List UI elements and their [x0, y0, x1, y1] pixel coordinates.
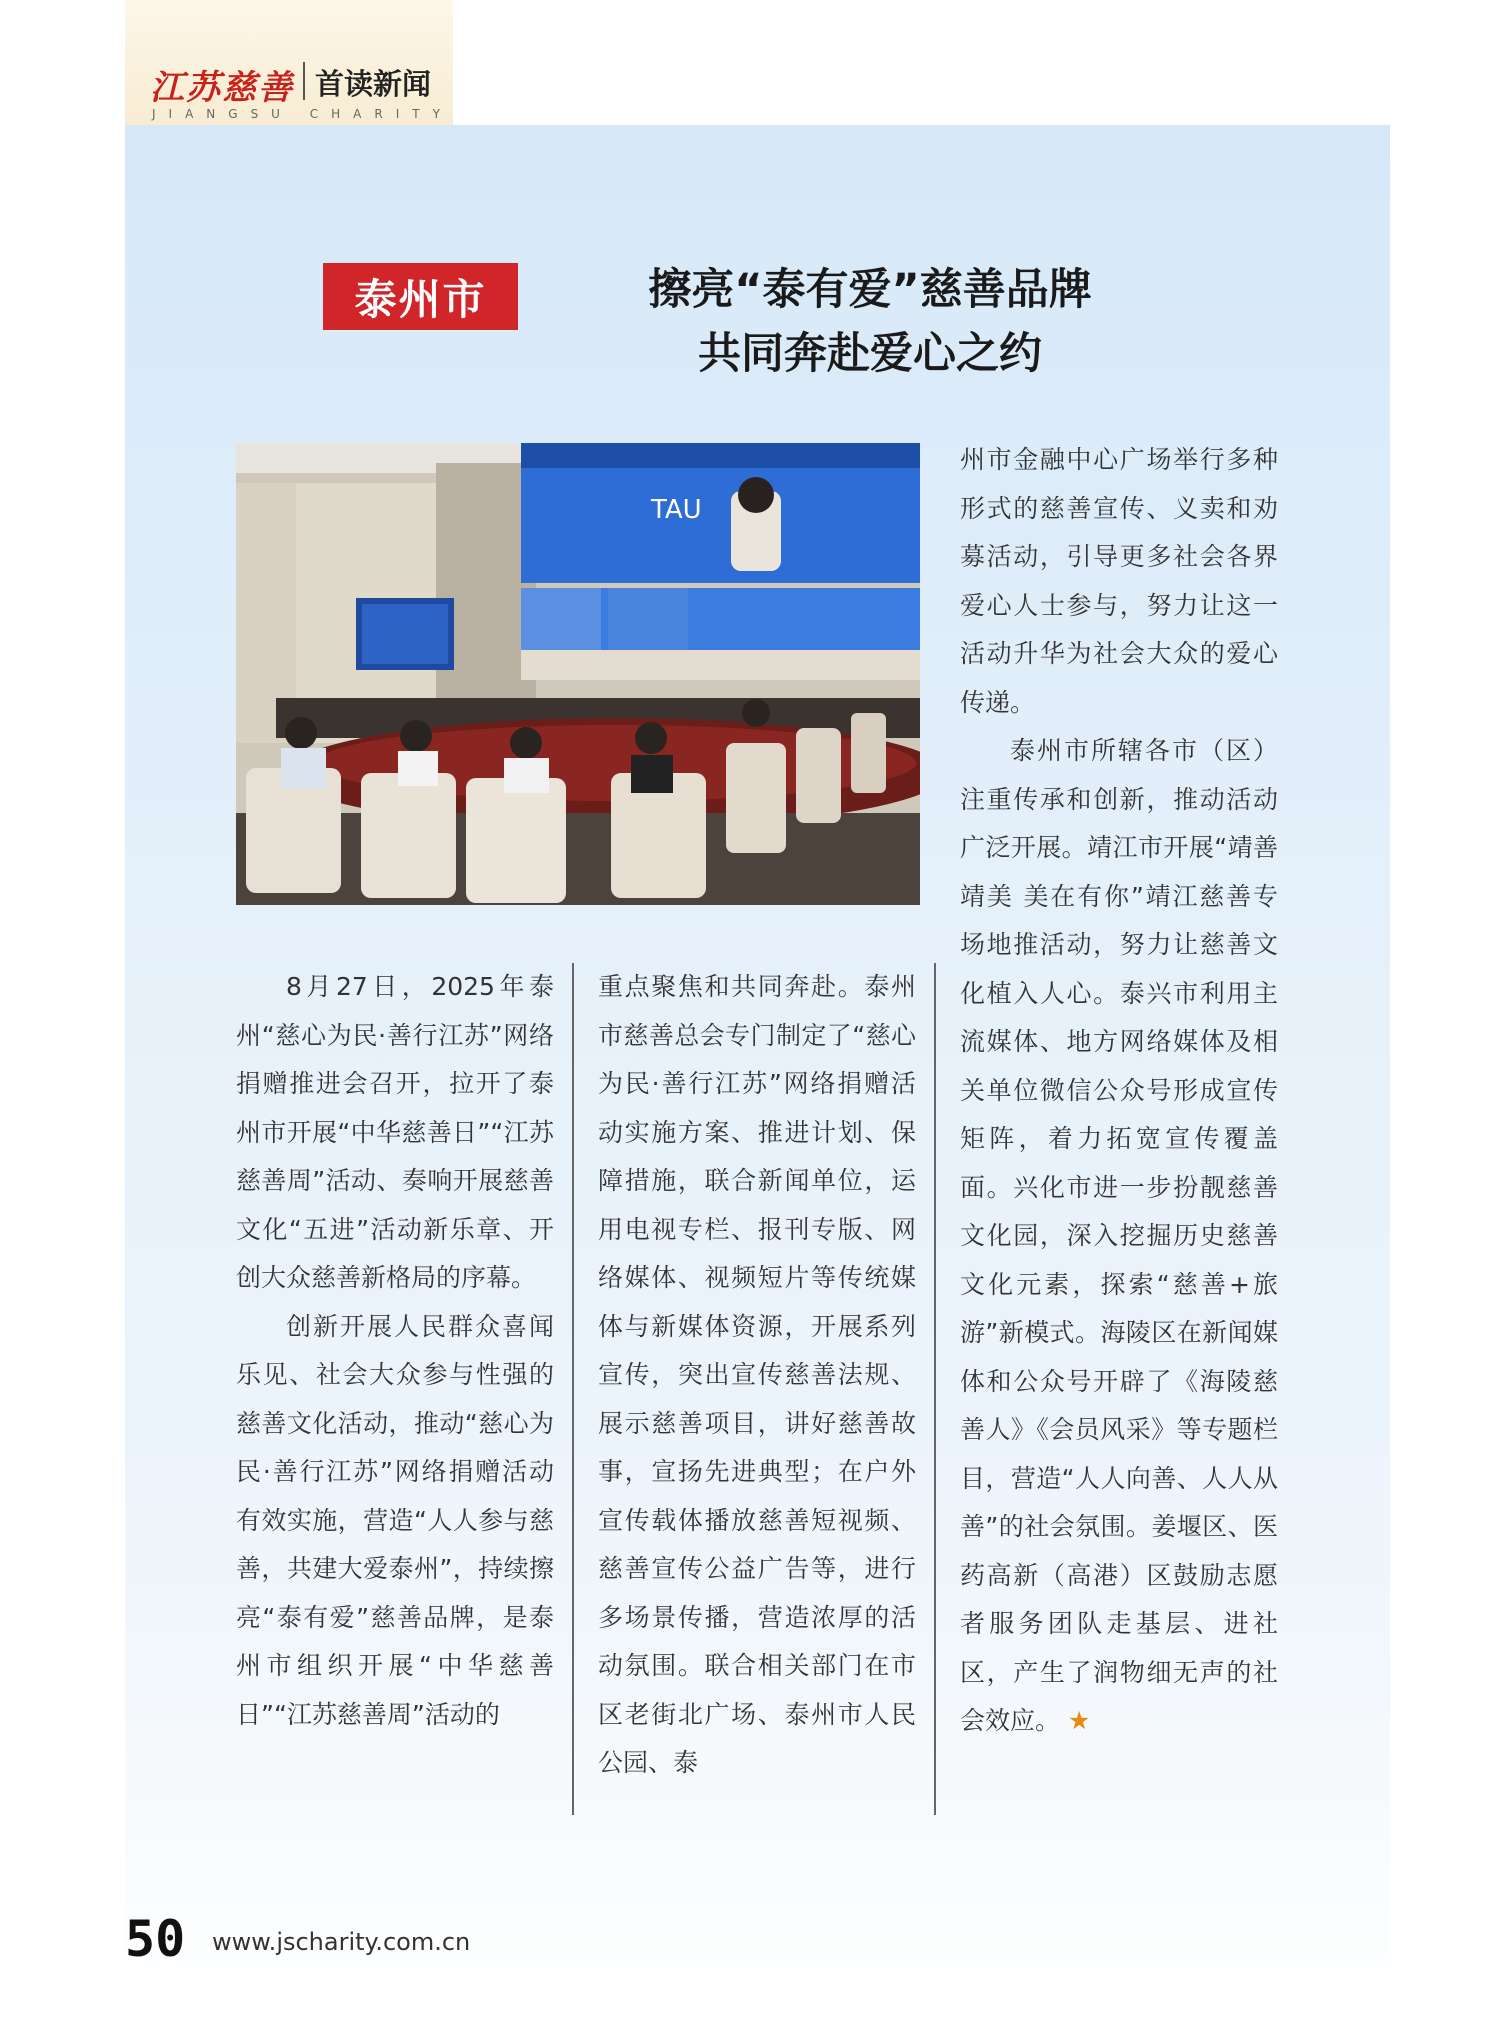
headline-line-2: 共同奔赴爱心之约 — [698, 329, 1042, 379]
website-url[interactable]: www.jscharity.com.cn — [212, 1928, 471, 1956]
paragraph: 8月27日，2025年泰州“慈心为民·善行江苏”网络捐赠推进会召开，拉开了泰州市开展“中华慈善日”“江苏慈善周”活动、奏响开展慈善文化“五进”活动新乐章、开创大众慈善新格局的序幕。 — [236, 972, 554, 1292]
headline — [600, 258, 1140, 386]
article-column-1 — [236, 963, 554, 1739]
end-star-icon: ★ — [1067, 1706, 1091, 1735]
article-column-3 — [960, 436, 1278, 1746]
photo-screen-label: TAU — [651, 495, 702, 525]
header-divider — [303, 62, 305, 100]
paragraph: 州市金融中心广场举行多种形式的慈善宣传、义卖和劝募活动，引导更多社会各界爱心人士参与，努力让这一活动升华为社会大众的爱心传递。 — [960, 445, 1278, 717]
paragraph-text: 泰州市所辖各市（区）注重传承和创新，推动活动广泛开展。靖江市开展“靖善靖美 美在有你”靖江慈善专场地推活动，努力让慈善文化植入人心。泰兴市利用主流媒体、地方网络媒体及相关单位微信公众号形成宣传矩阵，着力拓宽宣传覆盖面。兴化市进一步扮靓慈善文化园，深入挖掘历史慈善文化元素，探索“慈善+旅游”新模式。海陵区在新闻媒体和公众号开辟了《海陵慈善人》《会员风采》等专题栏目，营造“人人向善、人人从善”的社会氛围。姜堰区、医药高新（高港）区鼓励志愿者服务团队走基层、进社区，产生了润物细无声的社会效应。 — [960, 736, 1278, 1735]
conference-photo-illustration — [236, 443, 920, 905]
column-divider — [934, 963, 936, 1815]
paragraph — [960, 727, 1278, 1746]
city-tag: 泰州市 — [323, 263, 518, 330]
magazine-logo-subtitle: JIANGSU CHARITY — [152, 107, 453, 121]
column-divider — [572, 963, 574, 1815]
section-label: 首读新闻 — [315, 67, 432, 101]
headline-line-1: 擦亮“泰有爱”慈善品牌 — [648, 265, 1092, 315]
page-number: 50 — [125, 1910, 186, 1968]
paragraph: 重点聚焦和共同奔赴。泰州市慈善总会专门制定了“慈心为民·善行江苏”网络捐赠活动实施方案、推进计划、保障措施，联合新闻单位，运用电视专栏、报刊专版、网络媒体、视频短片等传统媒体与新媒体资源，开展系列宣传，突出宣传慈善法规、展示慈善项目，讲好慈善故事，宣扬先进典型；在户外宣传载体播放慈善短视频、慈善宣传公益广告等，进行多场景传播，营造浓厚的活动氛围。联合相关部门在市区老街北广场、泰州市人民公园、泰 — [598, 972, 916, 1777]
article-column-2 — [598, 963, 916, 1788]
paragraph: 创新开展人民群众喜闻乐见、社会大众参与性强的慈善文化活动，推动“慈心为民·善行江苏”网络捐赠活动有效实施，营造“人人参与慈善，共建大爱泰州”，持续擦亮“泰有爱”慈善品牌，是泰州市组织开展“中华慈善日”“江苏慈善周”活动的 — [236, 1311, 554, 1729]
conference-photo — [236, 443, 920, 905]
magazine-logo: 江苏慈善 — [150, 68, 294, 108]
